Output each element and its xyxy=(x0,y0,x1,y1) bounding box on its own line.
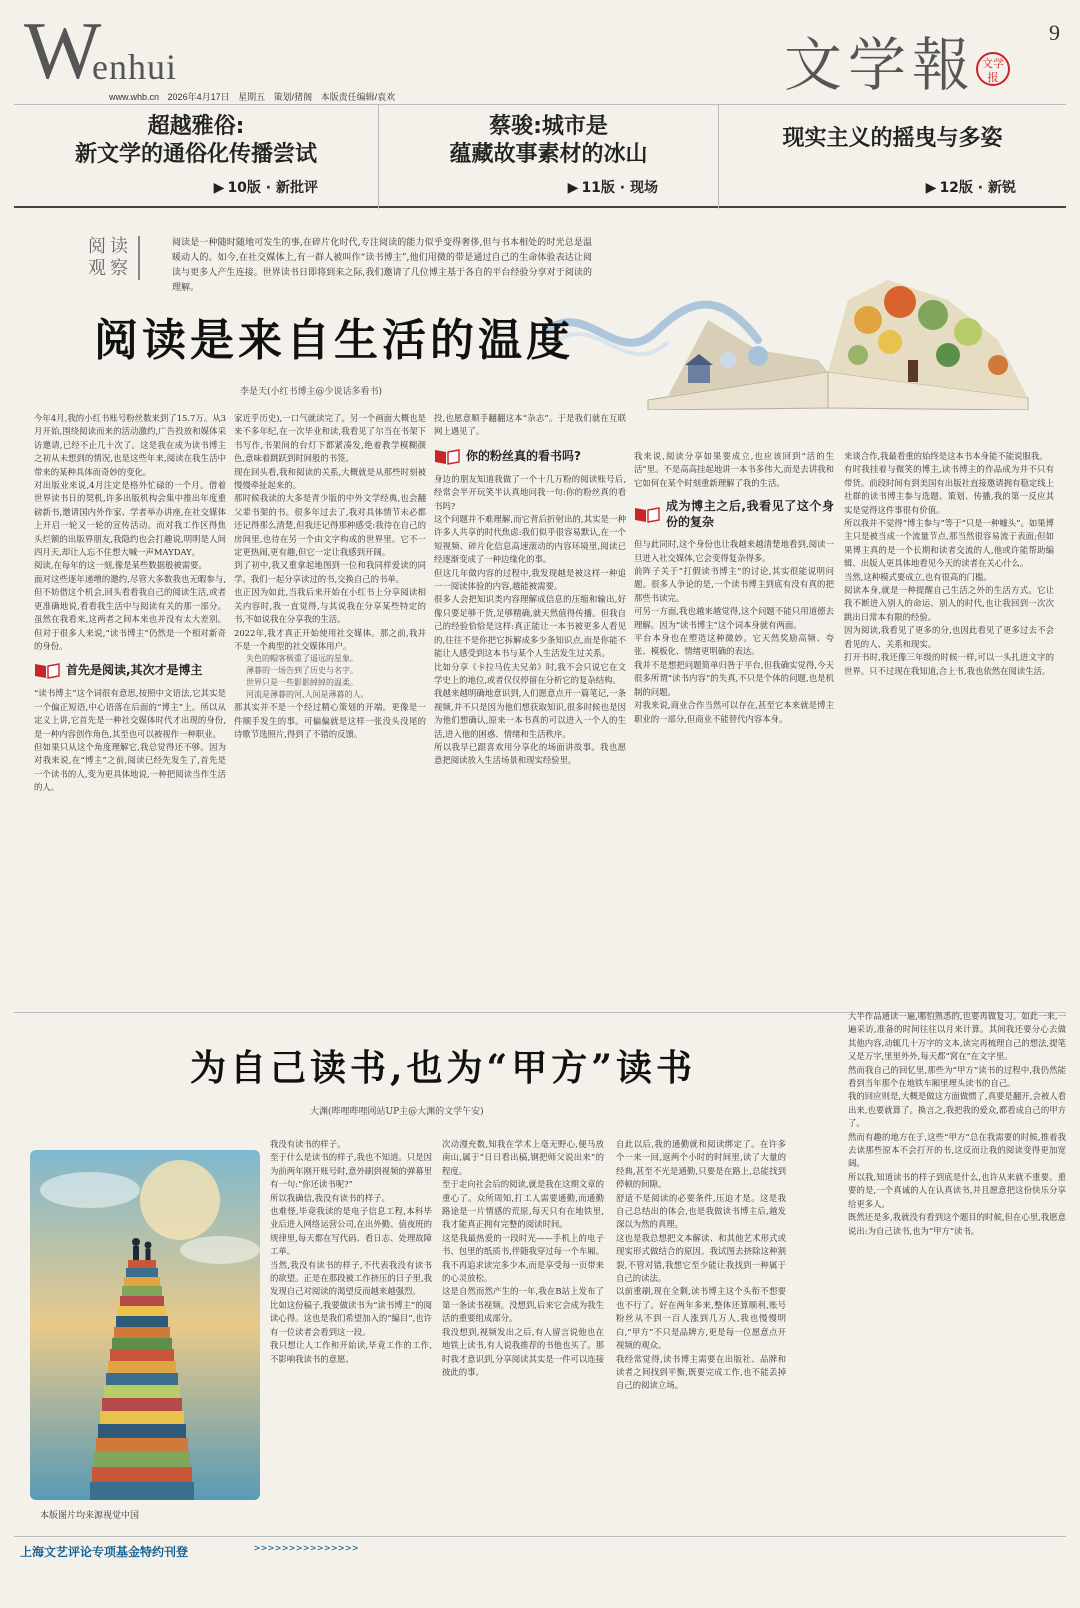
nav-link-page-11[interactable]: ▶ 11版 · 现场 xyxy=(567,180,658,196)
subhead: 成为博主之后,我看见了这个身份的复杂 xyxy=(634,498,834,530)
planner: 策划/猪阁 xyxy=(273,92,313,102)
paragraph: 可另一方面,我也越来越觉得,这个问题不能只用道德去理解。因为“读书博主”这个词本身就有两面。 xyxy=(634,606,834,630)
article2-column-2 xyxy=(442,1138,604,1533)
paragraph: 我没想到,视频发出之后,有人留言说他也在地铁上读书,有人说我推荐的书他也买了。那时我才意识到,分享阅读其实是一件可以连接彼此的事。 xyxy=(442,1326,604,1377)
paragraph: 这是自然而然产生的一年,我在B站上发布了第一条读书视频。没想到,后来它会成为我生活的重要组成部分。 xyxy=(442,1286,604,1324)
article1-column-2 xyxy=(234,412,426,1012)
paragraph: 阅读,在每年的这一刻,像是某些数据般被需要。 xyxy=(34,560,207,571)
nav-title-line1: 超越雅俗: xyxy=(147,114,245,139)
paragraph: 至于什么是读书的样子,我也不知道。只是因为前两年刚开账号时,意外刷到视频的弹幕里有一句:“你还读书呢?” xyxy=(270,1152,432,1190)
nav-title-line2: 新文学的通俗化传播尝试 xyxy=(74,142,317,167)
subhead: 首先是阅读,其次才是博主 xyxy=(34,661,226,679)
paragraph: 大半作品通读一遍,哪怕熟悉的,也要再做复习。如此一来,一遍采访,准备的时间往往以月来计算。其间我还要分心去做其他内容,动辄几十万字的文本,读完再梳理自己的想法,提笔又是万字,里里外外,每天都“窝在”在文字里。 xyxy=(848,1011,1066,1062)
paragraph: 对出版业来说,4月注定是格外忙碌的一个月。借着世界读书日的契机,许多出版机构会集中推出年度重磅新书,邀请国内外作家、学者举办讲座,在社交媒体上开启一轮又一轮的宣传活动。而对我工作区得焦头烂额的出版界朋友,我隐约也会打趣说,明明是人间四月天,却让人忘不住想大喊一声MAYDAY。 xyxy=(34,480,226,558)
open-book-icon xyxy=(434,447,460,465)
nav-link-page-12[interactable]: ▶ 12版 · 新锐 xyxy=(925,180,1016,196)
cross-reference-row xyxy=(14,104,1066,208)
paragraph: 自此以后,我的通勤就和阅读绑定了。在许多个一来一回,返两个小时的时间里,读了大量的经典,甚至不光是通勤,只要是在路上,总能找到停顿的间隙。 xyxy=(616,1139,786,1190)
paragraph: 身边的朋友知道我做了一个十几万粉的阅读账号后,经常会半开玩笑半认真地问我一句:你的粉丝真的看书吗? xyxy=(434,473,626,511)
issue-date: 2026年4月17日 xyxy=(167,92,230,102)
paragraph: 对我来说,商业合作当然可以存在,甚至它本来就是博主职业的一部分,但商业不能替代内容本身。 xyxy=(634,700,834,724)
triangle-right-icon: ▶ xyxy=(567,180,579,196)
paragraph: 那其实并不是一个经过精心策划的开端。更像是一件顺手发生的事。可偏偏就是这样一张没头没尾的诗歌节选照片,得到了不错的反馈。 xyxy=(234,702,426,740)
paragraph: 这个问题并不难理解,而它背后折射出的,其实是一种许多人共享的时代焦虑:我们似乎很容易默认,在一个短视频、碎片化信息高速滚动的内容环境里,阅读已经逐渐变成了一种边缘化的事。 xyxy=(434,514,626,565)
masthead xyxy=(14,5,1066,102)
paragraph: 现在回头看,我和阅读的关系,大概就是从那些时刻被慢慢牵扯起来的。 xyxy=(234,466,426,491)
article2-column-4 xyxy=(848,1010,1066,1530)
paragraph: 那时候我读的大多是青少版的中外文学经典,也会翻父辈书架的书。很多年过去了,我对具体情节未必都还记得那么清楚,但我还记得那种感受:我待在自己的房间里,也待在另一个由文字构成的世界里。它不一定更热闹,更有趣,但它一定让我感到开阔。 xyxy=(234,493,426,558)
nav-title-line1: 蔡骏:城市是 xyxy=(489,114,608,139)
paragraph: 当然,这种模式要成立,也有很高的门槛。 xyxy=(844,571,992,582)
paragraph: 很多人会把知识类内容理解成信息的压缩和输出,好像只要足够干货,足够精确,就天然值得传播。但我自己的经验恰恰是这样:真正能让一本书被更多人看见的,往往不是你把它拆解成多少条知识点,而是你能不能让人感受到这本书与某个人生活发生过关系。 xyxy=(434,594,626,659)
triangle-right-icon: ▶ xyxy=(925,180,937,196)
paragraph: 2022年,我才真正开始使用社交媒体。那之前,我并不是一个典型的社交媒体用户。 xyxy=(234,627,426,651)
book-seasons-illustration xyxy=(528,260,1048,410)
paragraph: 至于走向社会后的阅读,就是我在这期文章的重心了。众所周知,打工人需要通勤,而通勤路途是一片情感的荒原,每天只有在地铁里,我才能真正拥有完整的阅读时间。 xyxy=(442,1179,604,1230)
paragraph: 所以我早已跟喜欢用分享化的场面讲故事。我也愿意把阅读放入生活场景和现实经验里。 xyxy=(434,741,626,766)
paragraph: 这是我最热爱的一段时光——手机上的电子书、包里的纸质书,伴随我穿过每一个车厢。我不再追求读完多少本,而是享受每一页带来的心灵放松。 xyxy=(442,1232,604,1284)
paragraph: 我经常觉得,读书博主需要在出版社、品牌和读者之间找到平衡,既要完成工作,也不能丢掉自己的阅读立场。 xyxy=(616,1353,786,1391)
nav-link-page-10[interactable]: ▶ 10版 · 新批评 xyxy=(213,180,318,196)
footer-arrows: >>>>>>>>>>>>>>> xyxy=(254,1543,360,1554)
article1-column-4 xyxy=(634,412,834,1012)
paragraph: 当然,我没有读书的样子,不代表我没有读书的欲望。正是在那段被工作挤压的日子里,我发现自己对阅读的渴望反而越来越强烈。 xyxy=(270,1259,432,1297)
paragraph: 我只想让人工作和开始读,毕竟工作的工作,不影响我读书的意愿。 xyxy=(270,1340,432,1364)
paragraph: 也难怪,毕竟我读的是电子信息工程,本科毕业后进入网络运营公司,在出外勤、值夜班的规律里,每天都在写代码、看日志、处理故障工单。 xyxy=(270,1206,432,1257)
paragraph: 这也是我总想把文本解读、和其他艺术形式或现实形式做结合的原因。我试图去挤除这种割裂,不管对错,我想它至少能让我找到一种属于自己的读法。 xyxy=(616,1232,786,1284)
logo-initial: W xyxy=(24,5,102,96)
open-book-icon xyxy=(634,505,660,523)
paragraph: 所以我确信,我没有读书的样子。 xyxy=(270,1192,390,1203)
paragraph: 以前重刷,现在全剩,读书博主这个头衔不想要也不行了。好在两年多来,整体还算顺利,账号粉丝从不到一百人涨到几万人,我也慢慢明白,“甲方”不只是品牌方,更是每一位愿意点开视频的观众。 xyxy=(616,1286,786,1351)
paragraph: 打开书时,我还像三年级的时候一样,可以一头扎进文字的世界。只不过现在我知道,合上书,我也依然在阅读生活。 xyxy=(844,652,1054,676)
paragraph: 然而我自己的回忆里,那些为“甲方”读书的过程中,我仍然能看到当年那个在地铁车厢里埋头读书的自己。 xyxy=(848,1064,1066,1089)
paragraph: 舒适不是阅读的必要条件,压迫才是。这是我自己总结出的体会,也是我做读书博主后,越发深以为然的真理。 xyxy=(616,1192,786,1230)
paragraph: 但这几年做内容的过程中,我发现越是被这样一种追一一阅读体验的内容,越能被需要。 xyxy=(434,567,626,592)
page-number: 9 xyxy=(1049,20,1060,45)
section-label: 阅读观察 xyxy=(88,236,140,280)
paragraph: “读书博主”这个词很有意思,按照中文语法,它其实是一个偏正短语,中心语落在后面的“博主”上。所以从定义上讲,它首先是一种社交媒体时代才出现的身份,是一种内容创作角色,其至也可以被视作一种职业。 xyxy=(34,688,226,739)
article2-body xyxy=(270,1138,790,1533)
open-book-icon xyxy=(34,661,60,679)
paragraph: 既然还是多,我就没有看到这个题目的时候,但在心里,我愿意说出:为自己读书,也为“甲方”读书。 xyxy=(848,1212,1066,1236)
paragraph: 所以我,知道读书的样子到底是什么,也许从来就不重要。重要的是,一个真诚的人在认真读书,并且愿意把这份快乐分享给更多人。 xyxy=(848,1171,1066,1209)
paper-seal-icon: 文学报 xyxy=(976,52,1010,86)
paragraph: 比如分享《卡拉马佐夫兄弟》时,我不会只说它在文学史上的地位,或者仅仅停留在分析它的复杂结构。 xyxy=(434,661,626,685)
paragraph: 阅读本身,就是一种提醒自己生活之外的生活方式。它让我不断进入别人的命运、别人的时代,也让我回到一次次跳出日常本有限的经验。 xyxy=(844,585,1054,622)
image-credit: 本版图片均来源视觉中国 xyxy=(40,1511,140,1521)
sponsor-footer xyxy=(14,1536,1066,1560)
section-intro: 阅读是一种随时随地可发生的事,在碎片化时代,专注阅读的能力似乎变得奢侈,但与书本相处的时光总是温暖动人的。如今,在社交媒体上,有一群人被叫作“读书博主”,他们用微的带是通过自己的生命体验表达让阅读与更多人产生连接。世界读书日即将到来之际,我们邀请了几位博主基于各自的平台经验分享对于阅读的理解。 xyxy=(172,238,592,293)
triangle-right-icon: ▶ xyxy=(213,180,225,196)
paragraph: 我来说,阅读分享如果要成立,也应该回到“活的生活”里。不是高高挂起地讲一本书多伟大,而是去讲我和它如何在某个时刻重新理解了我的生活。 xyxy=(634,451,834,488)
nav-item-page-11[interactable] xyxy=(378,105,718,209)
book-staircase-illustration xyxy=(30,1150,260,1500)
nav-title-line2: 蕴藏故事素材的冰山 xyxy=(449,142,648,167)
paragraph: 来谈合作,我最看重的始终是这本书本身能不能说服我。 xyxy=(844,451,1048,461)
paragraph: 因为阅读,我看见了更多的分,也因此看见了更多过去不会看见的人、关系和现实。 xyxy=(844,625,1054,649)
article2-column-1 xyxy=(270,1138,432,1533)
paragraph: 但与此同时,这个身份也让我越来越清楚地看到,阅读一旦进入社交媒体,它会变得复杂得多。 xyxy=(634,539,834,563)
nav-item-page-10[interactable] xyxy=(14,105,378,209)
paragraph: 然而有趣的地方在于,这些“甲方”总在我需要的时候,推着我去读那些原本不会打开的书,这反而让我的阅读变得更加宽阔。 xyxy=(848,1131,1066,1169)
paragraph: 家近乎历史),一口气就读完了。另一个画面大概也是来不多年纪,在一次毕业和读,我看见了尔当在书架下书写作,书架间的台灯下都紧凑发,绝着教学模糊颜色,意味着跳跃到时间般的书签。 xyxy=(234,413,426,464)
logo-text: enhui xyxy=(92,47,177,87)
nav-title-line1: 现实主义的摇曳与多姿 xyxy=(782,126,1003,151)
poem-excerpt: 失色的帽客极重了遥远的星象。 薄暮的一场告到了历史与名字。 世界只是一些影影綽綽的温柔。 河流是薄暮的河,人间是薄暮的人。 xyxy=(246,654,369,700)
article1-body xyxy=(34,412,1054,812)
paragraph: 有时我挂着与微笑的博主,读书博主的作品成为并不只有带货。前段时间有到美国有出版社直接邀请拥有稳定线上社群的读书博主参与选题、策划、传播,我的第一反应其实是觉得这件事很有价值。 xyxy=(844,464,1054,515)
paragraph: 平台本身也在塑造这种微妙。它天然奖励高频、夸张、模板化、情绪更明确的表达。 xyxy=(634,633,834,657)
issue-weekday: 星期五 xyxy=(238,92,266,102)
paragraph: 到了初中,我又重拿起地图到一位和我同样爱读的同学。我们一起分享读过的书,交换自己的书单。 xyxy=(234,560,426,584)
article1-headline: 阅读是来自生活的温度 xyxy=(94,315,574,366)
article2-column-3 xyxy=(616,1138,786,1533)
article2-headline: 为自己读书,也为“甲方”读书 xyxy=(190,1047,696,1089)
paragraph: 我的回应则是,大概是做这方面做惯了,真要是翻开,会被人看出来,也要就算了。换言之,我把我的爱众,都看成自己的甲方了。 xyxy=(848,1091,1066,1129)
article1-byline: 李是天(小红书博主@少说话多看书) xyxy=(240,387,383,397)
paragraph: 次动漫充数,知我在学术上毫无野心,便马放南山,属于“日日看出稿,钢把师父说出来”的程度。 xyxy=(442,1139,604,1176)
site-url[interactable]: www.whb.cn xyxy=(109,92,160,102)
article1-column-1 xyxy=(34,412,226,1012)
paragraph: 我没有读书的样子。 xyxy=(270,1139,346,1149)
paragraph: 我并不是想把问题简单归咎于平台,但我确实觉得,今天很多所谓“读书内容”的失真,不只是个体的问题,也是机制的问题。 xyxy=(634,659,834,697)
article2-byline: 大渊(哔哩哔哩网站UP主@大渊的文学午安) xyxy=(310,1107,484,1117)
paragraph: 投,也愿意顺手翻翻这本“杂志”。于是我们就在互联网上遇见了。 xyxy=(434,413,626,437)
paragraph: 我越来越明确地意识到,人们愿意点开一篇笔记,一条视频,并不只是因为他们想获取知识,很多时候也是因为他们想确认,原来一本书真的可以进入一个人的生活,进入他的困惑、情绪和生活秩序。 xyxy=(434,688,626,739)
subhead: 你的粉丝真的看书吗? xyxy=(434,447,626,465)
article1-column-5 xyxy=(844,412,1054,1012)
paragraph: 面对这些逐年递增的邀约,尽管大多数我也无暇参与,但不妨借这个机会,回头看看我自己的阅读生活,或者更准确地说,看看我生活中与阅读有关的那一部分。虽然在我看来,这两者之间本来也并没有太大差别。但对于很多人来说,“读书博主”仍然是一个相对新奇的身份。 xyxy=(34,573,226,651)
paper-name: 文学報 xyxy=(783,31,976,99)
nav-item-page-12[interactable] xyxy=(718,105,1066,209)
paragraph: 但如果只从这个角度理解它,我总觉得还不够。因为对我来说,在“博主”之前,阅读已经先发生了,首先是一个读书的人,变为更具体地说,一种把阅读当作生活的人。 xyxy=(34,741,226,793)
paragraph: 比如这份稿子,我要做读书为“读书博主”的阅读心得。这也是我们希望加入的“编目”,也许有一位读者会看到这一段。 xyxy=(270,1299,432,1337)
sponsor-text: 上海文艺评论专项基金特约刊登 xyxy=(20,1545,189,1559)
paragraph: 也正因为如此,当我后来开始在小红书上分享阅读相关内容时,我一直觉得,与其说我在分享某些特定的书,不如说我在分享我的生活。 xyxy=(234,587,426,625)
paragraph: 今年4月,我的小红书账号粉丝数来到了15.7万。从3月开始,围绕阅读而来的活动激约,广告投放和媒体采访邀请,已经不止几十次了。这是我在成为读书博主之初从未想到的情况,也是这些年来,阅读在我生活中带来的某种具体而奇妙的变化。 xyxy=(34,413,226,477)
paragraph: 所以我并不觉得“博主参与”等于“只是一种噱头”。如果博主只是被当成一个流量节点,那当然很容易流于表面;但如果博主真的是一个长期和读者交流的人,他或许能帮助编辑、出版人更具体地看见今天的读者在关心什么。 xyxy=(844,518,1054,569)
article1-column-3 xyxy=(434,412,626,1012)
editor: 本版责任编辑/袁欢 xyxy=(320,92,396,102)
issue-meta xyxy=(109,90,401,103)
paragraph: 前阵子关于“打假读书博主”的讨论,其实很能说明问题。很多人争论的是,一个读书博主到底有没有真的把那些书读完。 xyxy=(634,566,834,603)
